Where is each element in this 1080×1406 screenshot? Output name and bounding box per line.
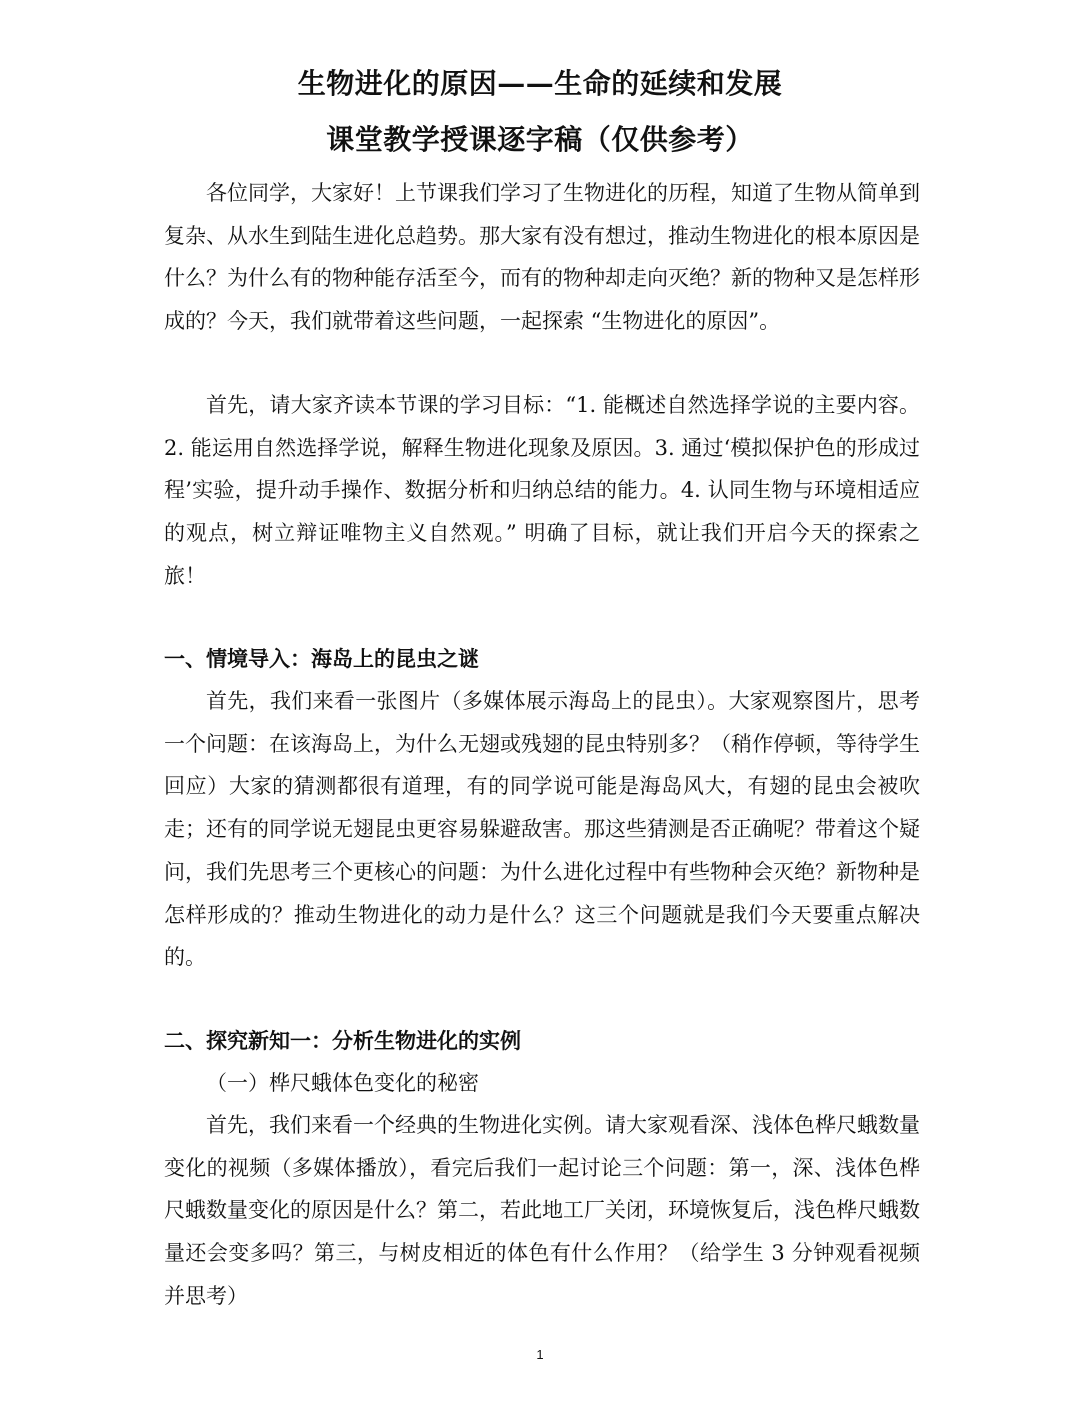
learning-goals-paragraph: 首先，请大家齐读本节课的学习目标：“1. 能概述自然选择学说的主要内容。2. 能运用自然选择学说，解释生物进化现象及原因。3. 通过‘模拟保护色的形成过程’实验，提升动手操作、数据分析和归纳总结的能力。4. 认同生物与环境相适应的观点，树立辩证唯物主义自然观。” 明确了目标，就让我们开启今天的探索之旅！ (164, 393, 920, 588)
document-subtitle: 课堂教学授课逐字稿（仅供参考） (326, 123, 754, 156)
section-1-paragraph: 首先，我们来看一张图片（多媒体展示海岛上的昆虫）。大家观察图片，思考一个问题：在该海岛上，为什么无翅或残翅的昆虫特别多？（稍作停顿，等待学生回应）大家的猜测都很有道理，有的同学说可能是海岛风大，有翅的昆虫会被吹走；还有的同学说无翅昆虫更容易躲避敌害。那这些猜测是否正确呢？带着这个疑问，我们先思考三个更核心的问题：为什么进化过程中有些物种会灭绝？新物种是怎样形成的？推动生物进化的动力是什么？这三个问题就是我们今天要重点解决的。 (164, 689, 920, 970)
page-number: 1 (536, 1347, 544, 1362)
section-heading-1: 一、情境导入：海岛上的昆虫之谜 (164, 646, 479, 671)
document-title: 生物进化的原因——生命的延续和发展 (297, 67, 783, 100)
section-2-subheading-1: （一）桦尺蛾体色变化的秘密 (206, 1071, 479, 1095)
section-heading-2: 二、探究新知一：分析生物进化的实例 (164, 1028, 521, 1053)
intro-paragraph: 各位同学，大家好！上节课我们学习了生物进化的历程，知道了生物从简单到复杂、从水生到陆生进化总趋势。那大家有没有想过，推动生物进化的根本原因是什么？为什么有的物种能存活至今，而有的物种却走向灭绝？新的物种又是怎样形成的？今天，我们就带着这些问题，一起探索 “生物进化的原因”。 (164, 181, 920, 334)
section-2-paragraph: 首先，我们来看一个经典的生物进化实例。请大家观看深、浅体色桦尺蛾数量变化的视频（多媒体播放），看完后我们一起讨论三个问题：第一，深、浅体色桦尺蛾数量变化的原因是什么？第二，若此地工厂关闭，环境恢复后，浅色桦尺蛾数量还会变多吗？第三，与树皮相近的体色有什么作用？（给学生 3 分钟观看视频并思考） (164, 1113, 920, 1308)
